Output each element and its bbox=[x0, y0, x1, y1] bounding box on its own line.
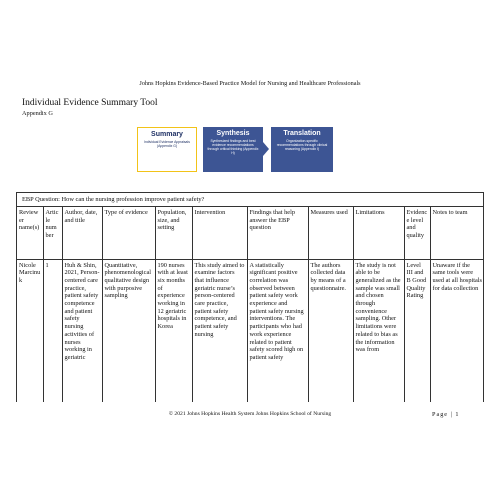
column-header: Intervention bbox=[192, 207, 247, 259]
flow-step-description: Synthesized findings and best evidence recommendations through critical thinking (Appendix H) bbox=[207, 139, 259, 156]
table-header-row bbox=[17, 207, 484, 259]
column-header: Limitations bbox=[353, 207, 404, 259]
cell-intervention: This study aimed to examine factors that influence geriatric nurse’s person-centered care practice, patient safety competence, and patient safety nursing bbox=[192, 259, 247, 402]
ebp-process-diagram bbox=[137, 127, 337, 172]
column-header: Notes to team bbox=[430, 207, 484, 259]
evidence-table bbox=[17, 207, 484, 402]
column-header: Article number bbox=[43, 207, 62, 259]
flow-step-translation bbox=[271, 127, 333, 172]
column-header: Type of evidence bbox=[102, 207, 155, 259]
footer-copyright: © 2021 Johns Hopkins Health System Johns Hopkins School of Nursing bbox=[168, 411, 332, 417]
cell-population: 190 nurses with at least six months of experience working in 12 geriatric hospitals in Korea bbox=[155, 259, 192, 402]
flow-step-description: Organization-specific recommendations through clinical reasoning (Appendix I) bbox=[276, 139, 328, 152]
flow-step-title: Synthesis bbox=[216, 130, 250, 137]
column-header: Author, date, and title bbox=[62, 207, 102, 259]
flow-step-description: Individual Evidence Appraisals (Appendix G) bbox=[144, 140, 190, 149]
cell-evidence-type: Quantitative, phenomenological qualitative design with purposive sampling bbox=[102, 259, 155, 402]
flow-arrow-icon bbox=[263, 142, 269, 156]
cell-reviewer: Nicole Marcinuk bbox=[17, 259, 43, 402]
cell-author: Huh & Shin, 2021, Person-centered care practice, patient safety competence and patient safety nursing activities of nurses working in geriatric bbox=[62, 259, 102, 402]
cell-limitations: The study is not able to be generalized as the sample was small and chosen through convenience sampling. Other limitations were related to bias as the information was from bbox=[353, 259, 404, 402]
evidence-summary-table bbox=[16, 192, 484, 402]
flow-step-synthesis bbox=[203, 127, 263, 172]
page-number: Page | 1 bbox=[432, 411, 460, 418]
cell-findings: A statistically significant positive correlation was observed between patient safety work experience and patient safety nursing interventions. The participants who had work experience related to patient safety scored high on patient safety bbox=[247, 259, 308, 402]
ebp-question: EBP Question: How can the nursing profession improve patient safety? bbox=[17, 193, 483, 207]
document-title: Individual Evidence Summary Tool bbox=[22, 98, 158, 108]
column-header: Findings that help answer the EBP question bbox=[247, 207, 308, 259]
flow-step-summary bbox=[137, 127, 197, 172]
flow-step-title: Translation bbox=[283, 130, 321, 137]
cell-article-number: 1 bbox=[43, 259, 62, 402]
cell-evidence-level: Level III and B Good Quality Rating bbox=[404, 259, 430, 402]
flow-step-title: Summary bbox=[151, 131, 183, 138]
column-header: Population, size, and setting bbox=[155, 207, 192, 259]
model-header: Johns Hopkins Evidence-Based Practice Model for Nursing and Healthcare Professionals bbox=[139, 80, 361, 87]
table-row bbox=[17, 259, 484, 402]
column-header: Reviewer name(s) bbox=[17, 207, 43, 259]
cell-measures: The authors collected data by means of a questionnaire. bbox=[308, 259, 353, 402]
document-subtitle: Appendix G bbox=[22, 110, 53, 117]
cell-notes: Unaware if the same tools were used at all hospitals for data collection bbox=[430, 259, 484, 402]
column-header: Evidence level and quality bbox=[404, 207, 430, 259]
column-header: Measures used bbox=[308, 207, 353, 259]
